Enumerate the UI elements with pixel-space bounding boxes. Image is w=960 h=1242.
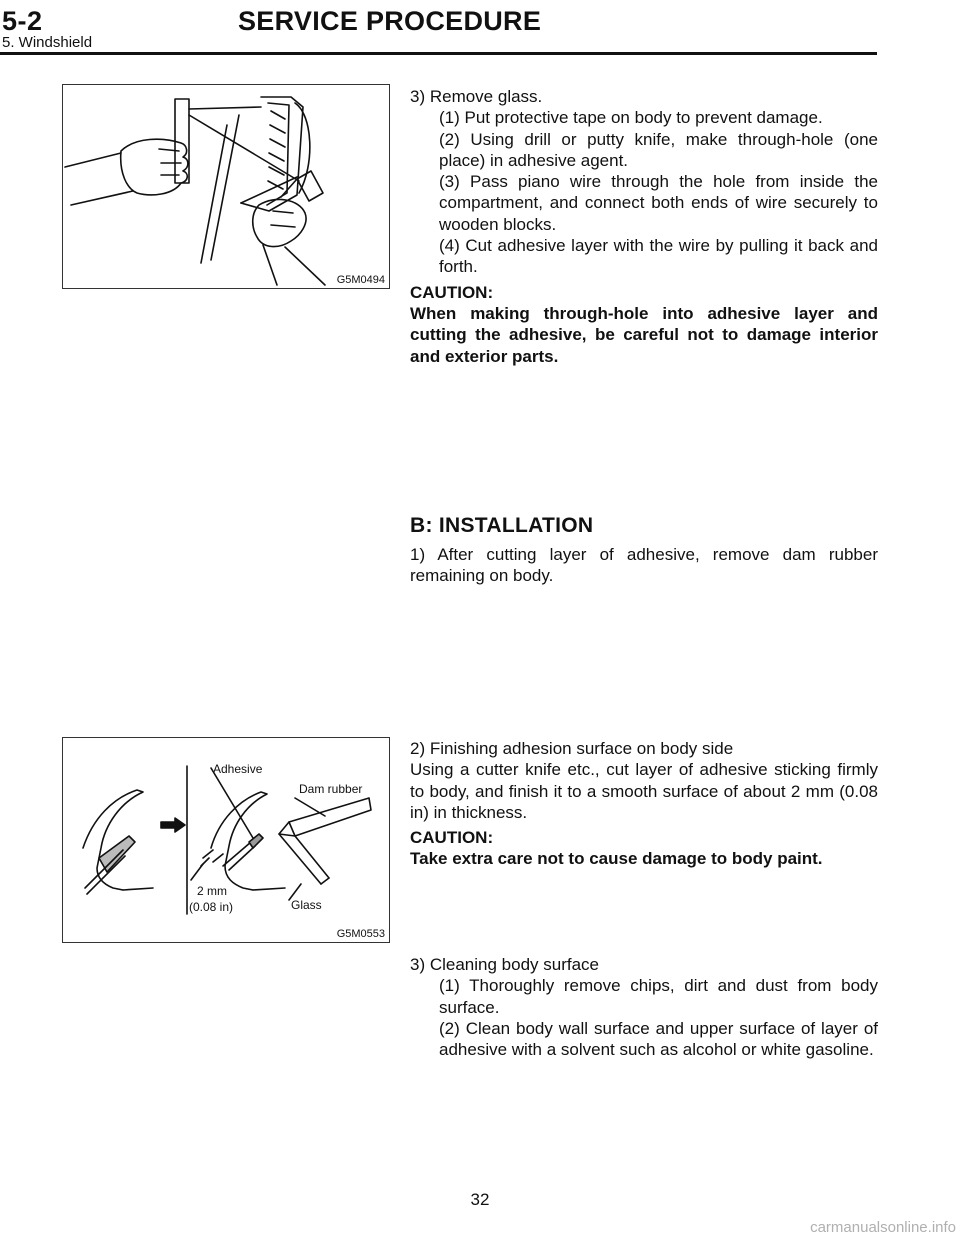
callout-glass: Glass [291, 898, 322, 912]
wire-cutting-illustration [63, 85, 389, 288]
callout-dam-rubber: Dam rubber [299, 782, 363, 796]
caution-title: CAUTION: [410, 828, 494, 848]
substep-3: (3) Pass piano wire through the hole from inside the compartment, and connect both ends of wire securely to wooden blocks. [439, 172, 878, 234]
callout-adhesive: Adhesive [213, 762, 263, 776]
caution-text: Take extra care not to cause damage to body paint. [410, 849, 823, 869]
figure-code-label: G5M0553 [336, 928, 385, 940]
step-1-text: 1) After cutting layer of adhesive, remove dam rubber remaining on body. [410, 545, 878, 586]
installation-step-3 [410, 954, 878, 1060]
figure-adhesive-section [62, 737, 390, 943]
substep-2: (2) Using drill or putty knife, make through-hole (one place) in adhesive agent. [439, 129, 878, 170]
caution-text: When making through-hole into adhesive layer and cutting the adhesive, be careful not to damage interior and exterior parts. [410, 303, 878, 366]
page-title: SERVICE PROCEDURE [238, 6, 542, 36]
removal-steps [410, 86, 878, 367]
step-2-title: 2) Finishing adhesion surface on body side [410, 739, 734, 758]
substep-1: (1) Put protective tape on body to prevent damage. [439, 108, 823, 128]
section-subtitle: 5. Windshield [2, 34, 93, 51]
substep-1: (1) Thoroughly remove chips, dirt and dust from body surface. [439, 976, 878, 1017]
installation-step-1 [410, 544, 878, 587]
installation-heading: B: INSTALLATION [410, 514, 594, 537]
caution-title: CAUTION: [410, 282, 494, 302]
step-2-text: Using a cutter knife etc., cut layer of adhesive sticking firmly to body, and finish it to a smooth surface of about 2 mm (0.08 in) in thickness. [410, 760, 878, 822]
substep-2: (2) Clean body wall surface and upper surface of layer of adhesive with a solvent such as alcohol or white gasoline. [439, 1018, 878, 1060]
step-3-remove-glass: 3) Remove glass. [410, 87, 543, 106]
section-code: 5-2 [2, 6, 43, 36]
figure-code-label: G5M0494 [336, 274, 385, 286]
step-3-title: 3) Cleaning body surface [410, 955, 600, 974]
page-number: 32 [470, 1190, 490, 1209]
installation-step-2 [410, 738, 878, 870]
figure-wire-cutting [62, 84, 390, 289]
watermark: carmanualsonline.info [810, 1219, 956, 1236]
callout-thickness-mm: 2 mm [197, 884, 227, 898]
header-rule [0, 52, 877, 55]
substep-4: (4) Cut adhesive layer with the wire by pulling it back and forth. [439, 236, 878, 277]
callout-thickness-in: (0.08 in) [189, 900, 234, 914]
